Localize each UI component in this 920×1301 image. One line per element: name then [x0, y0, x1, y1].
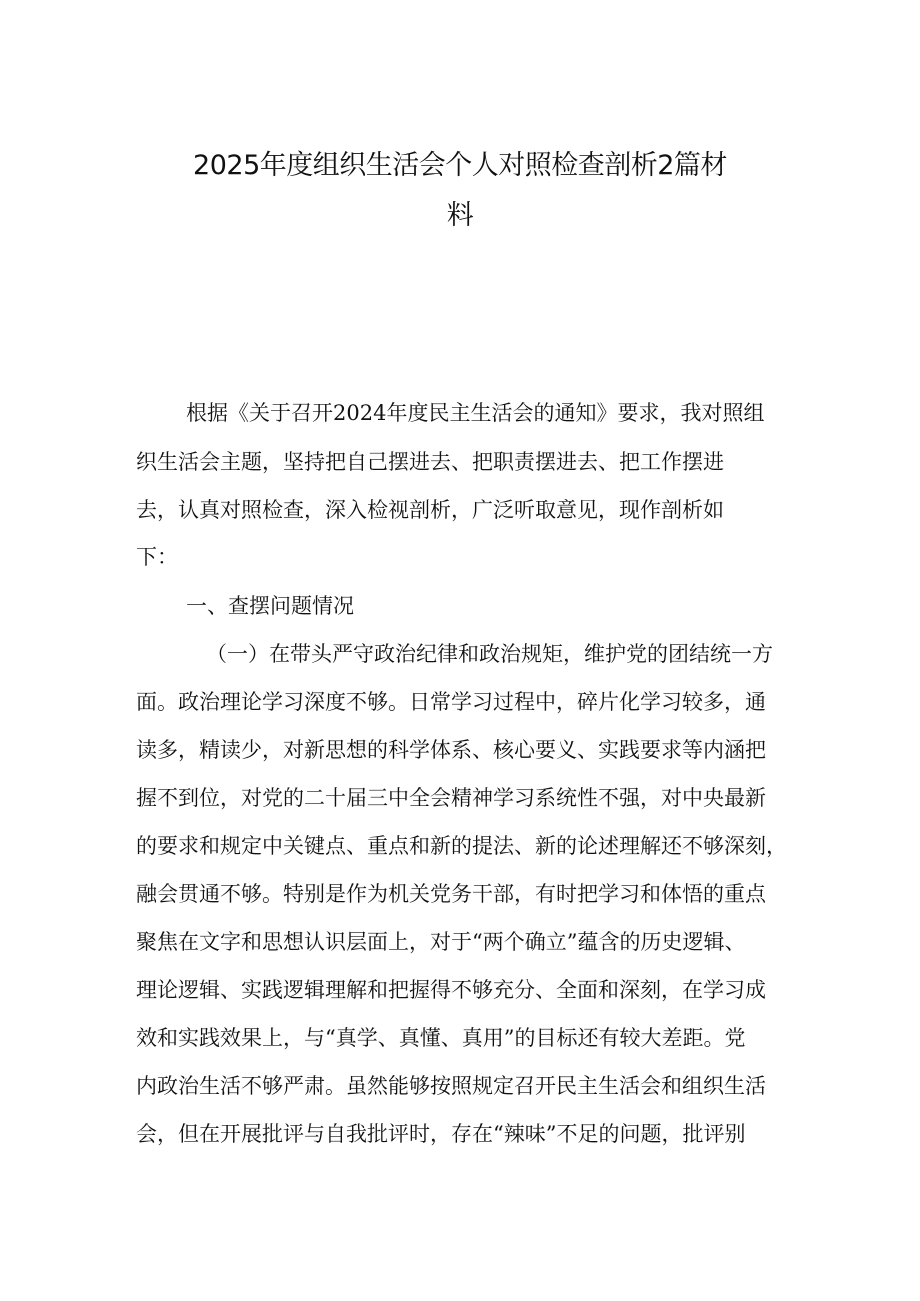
paragraph-line: 面。政治理论学习深度不够。日常学习过程中，碎片化学习较多，通 [136, 690, 766, 714]
document-title-line-2: 料 [446, 200, 474, 231]
paragraph-line: 的要求和规定中关键点、重点和新的提法、新的论述理解还不够深刻， [136, 834, 787, 858]
paragraph-line: 理论逻辑、实践逻辑理解和把握得不够充分、全面和深刻，在学习成 [136, 978, 766, 1002]
paragraph-line: 内政治生活不够严肃。虽然能够按照规定召开民主生活会和组织生活 [136, 1074, 766, 1098]
paragraph-line: 融会贯通不够。特别是作为机关党务干部，有时把学习和体悟的重点 [136, 882, 766, 906]
paragraph-line: 织生活会主题，坚持把自己摆进去、把职责摆进去、把工作摆进 [136, 450, 724, 474]
section-heading: 一、查摆问题情况 [186, 594, 354, 618]
paragraph-line: 根据《关于召开2024年度民主生活会的通知》要求，我对照组 [186, 401, 765, 425]
paragraph-line: 去，认真对照检查，深入检视剖析，广泛听取意见，现作剖析如 [136, 498, 724, 522]
paragraph-line: 读多，精读少，对新思想的科学体系、核心要义、实践要求等内涵把 [136, 738, 766, 762]
paragraph-line: 握不到位，对党的二十届三中全会精神学习系统性不强，对中央最新 [136, 786, 766, 810]
paragraph-line: 下： [136, 545, 178, 569]
paragraph-line: 聚焦在文字和思想认识层面上，对于“两个确立”蕴含的历史逻辑、 [136, 930, 746, 954]
subsection-heading: （一）在带头严守政治纪律和政治规矩，维护党的团结统一方 [206, 642, 773, 666]
paragraph-line: 效和实践效果上，与“真学、真懂、真用”的目标还有较大差距。党 [136, 1026, 746, 1050]
paragraph-line: 会，但在开展批评与自我批评时，存在“辣味”不足的问题，批评别 [136, 1122, 746, 1146]
document-title-line-1: 2025年度组织生活会个人对照检查剖析2篇材 [193, 150, 727, 181]
